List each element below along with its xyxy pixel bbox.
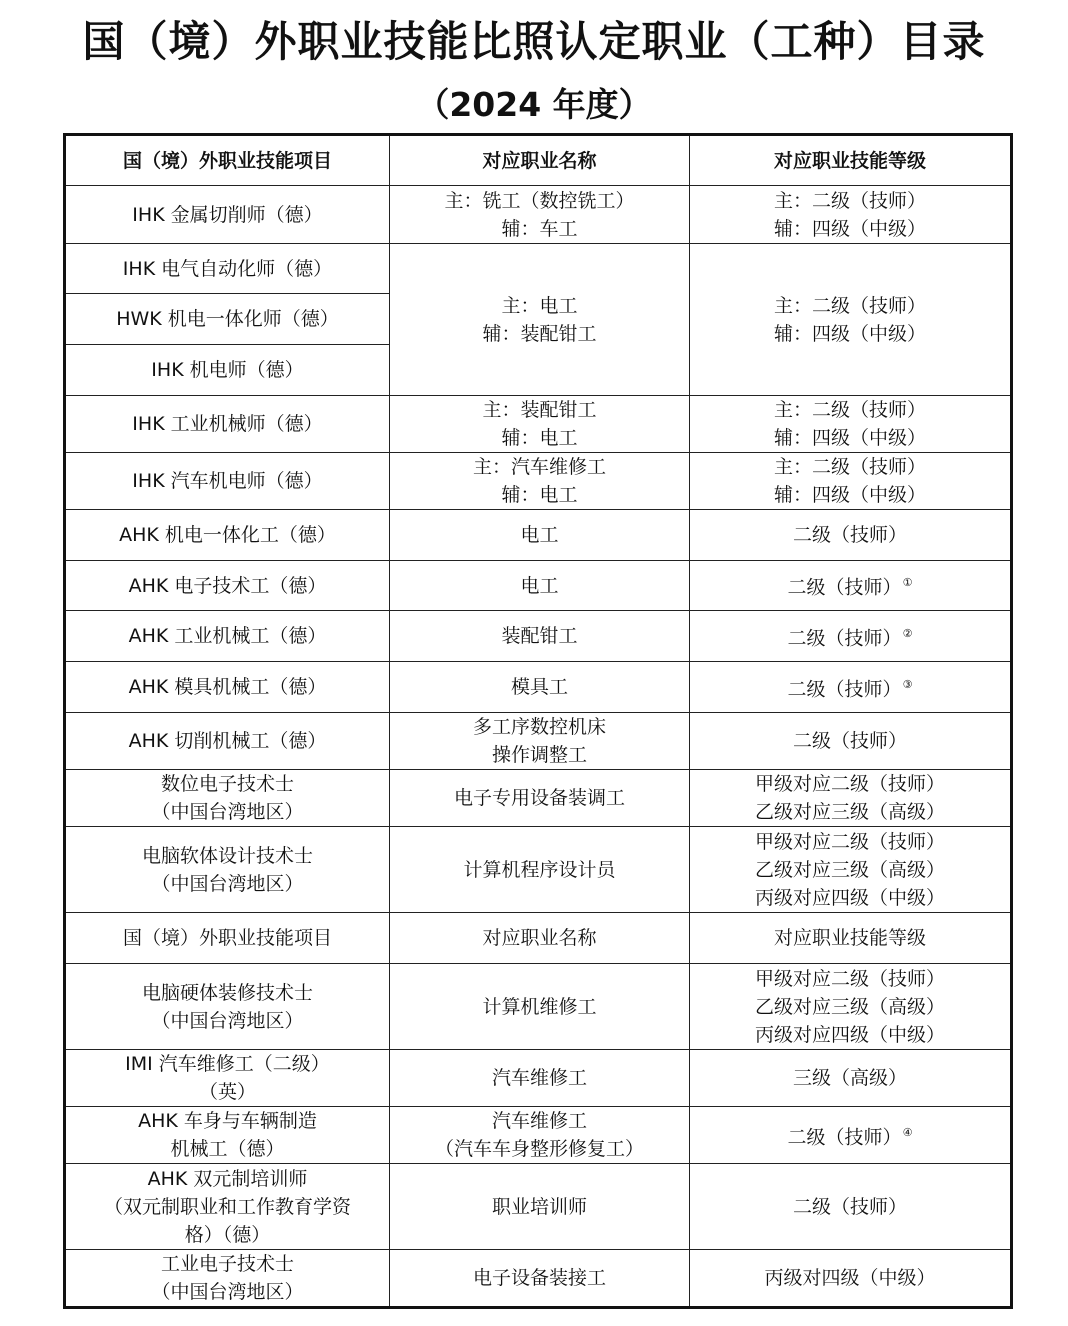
cell-level: 二级（技师）	[690, 1164, 1012, 1250]
cell-occupation: 模具工	[390, 662, 690, 713]
catalog-table	[63, 133, 1013, 1309]
cell-occupation: 职业培训师	[390, 1164, 690, 1250]
table-row	[65, 396, 1012, 453]
cell-occupation: 电工	[390, 561, 690, 611]
page-title: 国（境）外职业技能比照认定职业（工种）目录	[82, 17, 986, 66]
cell-level: 二级（技师）①	[690, 561, 1012, 611]
table-row	[65, 561, 1012, 611]
footnote-marker: ④	[902, 1125, 913, 1139]
table-row	[65, 827, 1012, 913]
cell-project: 工业电子技术士 （中国台湾地区）	[65, 1250, 390, 1308]
cell-project: 数位电子技术士 （中国台湾地区）	[65, 770, 390, 827]
cell-occupation: 计算机程序设计员	[390, 827, 690, 913]
cell-occupation: 汽车维修工	[390, 1050, 690, 1107]
cell-project: AHK 车身与车辆制造 机械工（德）	[65, 1107, 390, 1164]
cell-level: 二级（技师）②	[690, 611, 1012, 662]
cell-occupation: 装配钳工	[390, 611, 690, 662]
header-occupation: 对应职业名称	[390, 135, 690, 186]
cell-project: HWK 机电一体化师（德）	[65, 294, 390, 345]
table-row-repeated-header	[65, 913, 1012, 964]
cell-project: 电脑硬体装修技术士 （中国台湾地区）	[65, 964, 390, 1050]
cell-project: IHK 机电师（德）	[65, 345, 390, 396]
cell-level: 甲级对应二级（技师） 乙级对应三级（高级） 丙级对应四级（中级）	[690, 827, 1012, 913]
cell-project: AHK 切削机械工（德）	[65, 713, 390, 770]
cell-level: 甲级对应二级（技师） 乙级对应三级（高级）	[690, 770, 1012, 827]
cell-level: 二级（技师）	[690, 510, 1012, 561]
table-row	[65, 662, 1012, 713]
table-row	[65, 1107, 1012, 1164]
header-project: 国（境）外职业技能项目	[65, 135, 390, 186]
cell-level: 主：二级（技师） 辅：四级（中级）	[690, 186, 1012, 244]
cell-occupation: 电子设备装接工	[390, 1250, 690, 1308]
cell-level: 甲级对应二级（技师） 乙级对应三级（高级） 丙级对应四级（中级）	[690, 964, 1012, 1050]
cell-project: AHK 双元制培训师 （双元制职业和工作教育学资 格）（德）	[65, 1164, 390, 1250]
table-row	[65, 1050, 1012, 1107]
table-row	[65, 186, 1012, 244]
table-row	[65, 611, 1012, 662]
cell-project: IHK 汽车机电师（德）	[65, 453, 390, 510]
footnote-marker: ③	[902, 677, 913, 691]
cell-project: AHK 模具机械工（德）	[65, 662, 390, 713]
cell-occupation: 主：装配钳工 辅：电工	[390, 396, 690, 453]
cell-project: IHK 金属切削师（德）	[65, 186, 390, 244]
table-row	[65, 964, 1012, 1050]
cell-level: 二级（技师）④	[690, 1107, 1012, 1164]
cell-project: AHK 电子技术工（德）	[65, 561, 390, 611]
cell-project: AHK 工业机械工（德）	[65, 611, 390, 662]
cell-level: 丙级对四级（中级）	[690, 1250, 1012, 1308]
cell-occupation: 电工	[390, 510, 690, 561]
table-row	[65, 510, 1012, 561]
footnote-marker: ②	[902, 626, 913, 640]
header-level: 对应职业技能等级	[690, 135, 1012, 186]
cell-project: AHK 机电一体化工（德）	[65, 510, 390, 561]
table-header-row	[65, 135, 1012, 186]
cell-project: 电脑软体设计技术士 （中国台湾地区）	[65, 827, 390, 913]
cell-project: IHK 电气自动化师（德）	[65, 244, 390, 294]
cell-occupation: 计算机维修工	[390, 964, 690, 1050]
table-row	[65, 713, 1012, 770]
cell-occupation: 主：汽车维修工 辅：电工	[390, 453, 690, 510]
table-row	[65, 244, 1012, 294]
cell-occupation: 电子专用设备装调工	[390, 770, 690, 827]
cell-level: 三级（高级）	[690, 1050, 1012, 1107]
cell-project: IMI 汽车维修工（二级） （英）	[65, 1050, 390, 1107]
cell-project: 国（境）外职业技能项目	[65, 913, 390, 964]
footnote-marker: ①	[902, 576, 913, 590]
cell-occupation: 汽车维修工 （汽车车身整形修复工）	[390, 1107, 690, 1164]
cell-level: 主：二级（技师） 辅：四级（中级）	[690, 396, 1012, 453]
table-row	[65, 1164, 1012, 1250]
table-row	[65, 1250, 1012, 1308]
cell-occupation-merged: 主：电工 辅：装配钳工	[390, 244, 690, 396]
cell-occupation: 对应职业名称	[390, 913, 690, 964]
cell-occupation: 主：铣工（数控铣工） 辅：车工	[390, 186, 690, 244]
cell-level-merged: 主：二级（技师） 辅：四级（中级）	[690, 244, 1012, 396]
cell-level: 主：二级（技师） 辅：四级（中级）	[690, 453, 1012, 510]
cell-occupation: 多工序数控机床 操作调整工	[390, 713, 690, 770]
table-row	[65, 770, 1012, 827]
cell-level: 二级（技师）③	[690, 662, 1012, 713]
cell-project: IHK 工业机械师（德）	[65, 396, 390, 453]
cell-level: 对应职业技能等级	[690, 913, 1012, 964]
cell-level: 二级（技师）	[690, 713, 1012, 770]
page-subtitle: （2024 年度）	[416, 85, 652, 124]
table-row	[65, 453, 1012, 510]
